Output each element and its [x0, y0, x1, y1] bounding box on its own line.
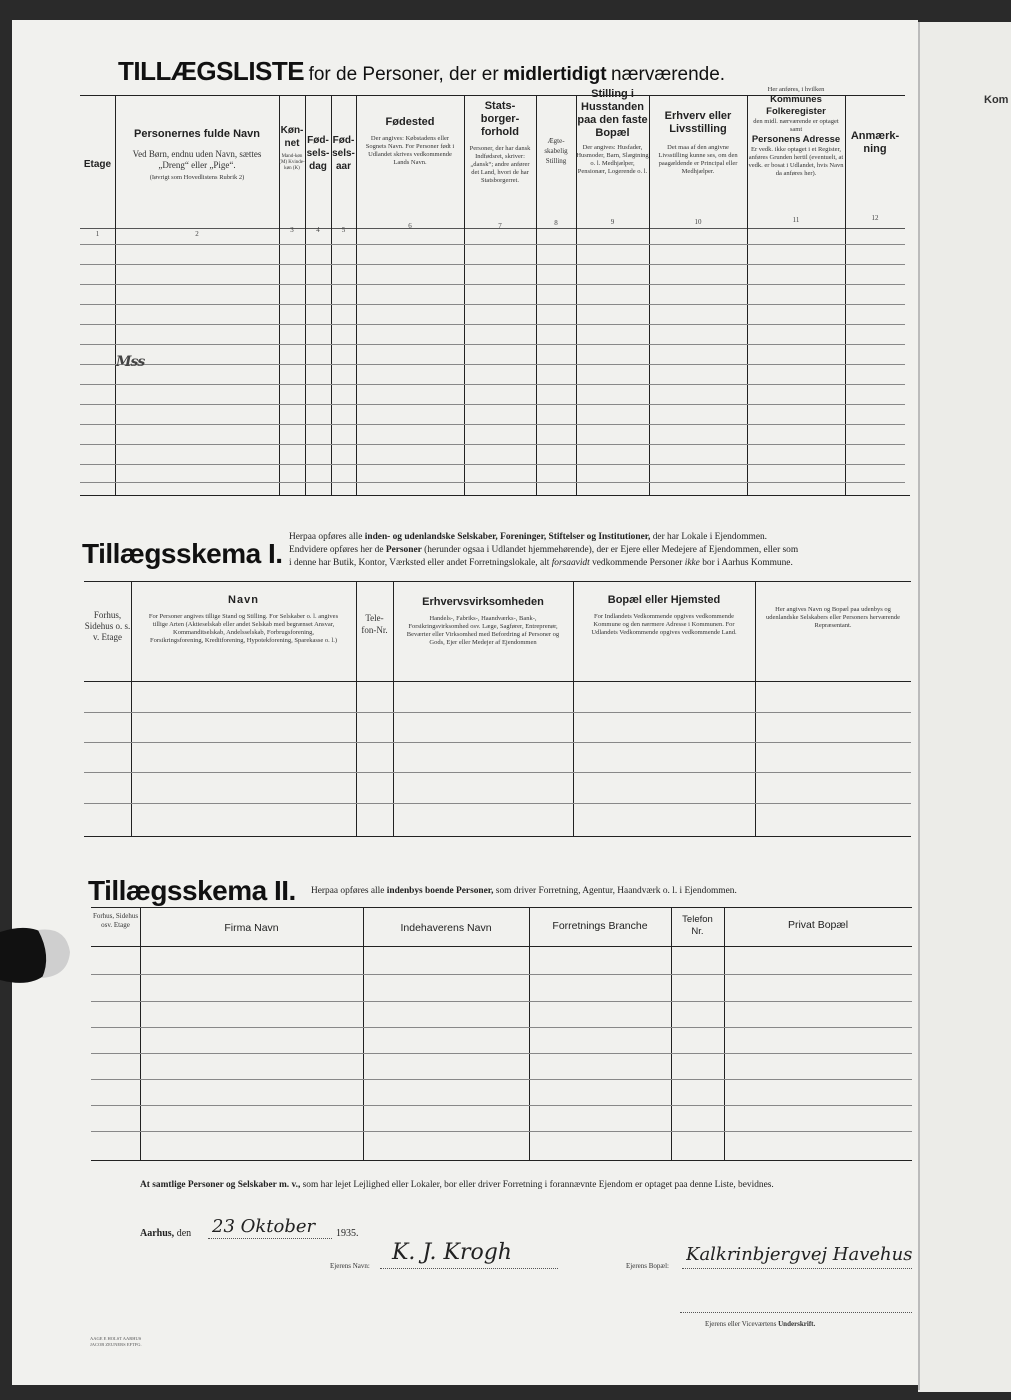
- row-line: [80, 244, 905, 245]
- binder-clip: [0, 922, 72, 988]
- title-rest2: nærværende.: [611, 64, 726, 85]
- skema1-col-bopael: [573, 594, 755, 637]
- skema2-title: Tillægsskema II.: [88, 875, 296, 906]
- col-num: 3: [290, 226, 294, 234]
- row-line: [91, 1131, 912, 1132]
- skema1-col-navn-desc: For Personer angives tillige Stand og Stilling. For Selskaber o. l. angives tillige Arten (Aktieselskab eller andet Selskab med begrænset Ansvar, Kommanditselskab, Andelsselskab, Forbrugsforening, Forsikringsforening, Kreditforening, Hypotekforening, Sparekasse o. l.): [148, 613, 339, 644]
- skema1-col-bopael-desc: For Indlandets Vedkommende opgives vedkommende Kommune og den nærmere Adresse i Kommunen. For Udlandets Vedkommende opgives vedkommende Land.: [591, 613, 737, 636]
- skema1-header-divider: [84, 681, 911, 682]
- skema2-bottom-border: [91, 1160, 912, 1161]
- row-line: [91, 974, 912, 975]
- col-anmaerkning-header: Anmærk-ning: [850, 130, 900, 155]
- col-navn-desc: Ved Børn, endnu uden Navn, sættes „Dreng“ eller „Pige“.: [132, 149, 262, 170]
- row-line: [91, 1105, 912, 1106]
- col-erhverv-desc: Det maa af den angivne Livsstilling kunne ses, om den paagældende er Principal eller Medhjælper.: [658, 144, 738, 175]
- col-husstand-header: [576, 88, 649, 176]
- row-line: [84, 712, 911, 713]
- col-statsborger-desc: Personer, der har dansk Indfødsret, skriver: „dansk“; andre anfører det Land, hvori de har Statsborgerret.: [469, 145, 531, 184]
- col-num: 11: [792, 216, 800, 224]
- skema1-col-navn: [131, 594, 356, 645]
- owner-address-underline: [682, 1268, 912, 1269]
- col-folkeregister-title2: Personens Adresse: [751, 134, 841, 145]
- row-line: [84, 742, 911, 743]
- page-fold: [918, 22, 920, 1390]
- col-fodested-title: Fødested: [385, 116, 435, 128]
- skema1-col-repr: Her angives Navn og Bopæl paa udenbys og udenlandske Selskabers eller Personers herværende Repræsentant.: [766, 606, 900, 629]
- col-num: 7: [498, 222, 502, 230]
- skema2-col-etage: Forhus, Sidehus osv. Etage: [92, 912, 139, 929]
- col-folkeregister-pre: Her anføres, i hvilken: [767, 86, 825, 93]
- skema1-intro-text: Herpaa opføres alle: [289, 532, 363, 542]
- row-line: [80, 384, 905, 385]
- row-line: [80, 264, 905, 265]
- owner-address-handwritten: Kalkrinbjergvej Havehus: [686, 1244, 912, 1265]
- row-line: [84, 772, 911, 773]
- row-line: [80, 464, 905, 465]
- skema1-col-etage: Forhus, Sidehus o. s. v. Etage: [84, 610, 131, 642]
- col-kon-header: [279, 124, 305, 172]
- skema2-col-bopael: Privat Bopæl: [787, 919, 849, 931]
- skema1-intro-text: der har Lokale i Ejendommen.: [652, 532, 768, 542]
- skema1-title: Tillægsskema I.: [82, 538, 283, 569]
- skema1-intro-bold: inden- og udenlandske Selskaber, Foreninger, Stiftelser og Institutioner,: [364, 532, 651, 542]
- title-rest: for de Personer, der er: [308, 64, 499, 85]
- col-line: [724, 907, 725, 1160]
- col-num: 9: [610, 218, 615, 226]
- skema1-bottom-border: [84, 836, 911, 837]
- col-folkeregister-title: Kommunes Folkeregister: [766, 94, 826, 117]
- skema2-intro-bold: indenbys boende Personer,: [386, 886, 494, 896]
- date-line: [140, 1228, 191, 1239]
- skema1-top-border: [84, 581, 911, 582]
- row-line: [80, 344, 905, 345]
- owner-name-handwritten: K. J. Krogh: [392, 1240, 512, 1265]
- col-folkeregister-desc: Er vedk. ikke optaget i et Register, anføres Grunden hertil (eventuelt, at vedk. er bosat i Udlandet, hvis Navn da anføres her).: [748, 146, 844, 177]
- skema1-intro-text: bor i Aarhus Kommune.: [702, 558, 793, 568]
- skema2-intro: [311, 886, 737, 896]
- col-num: 4: [316, 226, 320, 234]
- col-husstand-desc: Der angives: Husfader, Husmoder, Barn, Slægtning o. l. Medhjælper, Pensionær, Logerende o. l.: [576, 144, 649, 175]
- skema2-intro-text: som driver Forretning, Agentur, Haandværk o. l. i Ejendommen.: [495, 886, 737, 896]
- signature-line: [680, 1312, 912, 1313]
- col-erhverv-header: [649, 110, 747, 176]
- row-line: [91, 1027, 912, 1028]
- skema1-col-erhverv: [393, 596, 573, 647]
- col-num: 2: [195, 230, 199, 238]
- skema2-intro-text: Herpaa opføres alle: [311, 886, 385, 896]
- col-navn-header: [115, 128, 279, 182]
- skema1-intro-text: (herunder ogsaa i Udlandet hjemmehørende), der er Ejere eller Medejere af Ejendommen, eller som: [424, 545, 799, 555]
- attestation-statement: [140, 1180, 774, 1190]
- skema2-col-branche: Forretnings Branche: [552, 920, 648, 932]
- skema1-col-erhverv-desc: Handels-, Fabriks-, Haandværks-, Bank-, Forsikringsvirksomhed osv. Læge, Sagfører, Entreprenør, Beværter eller Virksomhed med Befordring af Personer og Gods, Ejer eller Medejer af Ejendommen: [406, 615, 560, 646]
- row-line: [80, 444, 905, 445]
- col-navn-title: Personernes fulde Navn: [134, 128, 260, 140]
- skema1-intro-text: i denne har Butik, Kontor, Værksted eller andet Forretningslokale, alt: [289, 558, 550, 568]
- skema2-header-divider: [91, 946, 912, 947]
- page-title: [118, 56, 725, 87]
- skema1-intro-text: Endvidere opføres her de: [289, 545, 384, 555]
- col-line: [671, 907, 672, 1160]
- date-underline: [208, 1238, 332, 1239]
- skema1-col-bopael-title: Bopæl eller Hjemsted: [607, 594, 721, 606]
- col-num: 5: [341, 226, 346, 234]
- col-line: [529, 907, 530, 1160]
- printer-line: AAGE E HOLST AARHUS: [90, 1336, 142, 1341]
- col-num: 1: [95, 230, 100, 238]
- col-aegteskab-header: Ægte-skabelig Stilling: [544, 137, 568, 165]
- row-line: [84, 803, 911, 804]
- row-line: [80, 324, 905, 325]
- owner-name-underline: [380, 1268, 558, 1269]
- main-table-bottom-border: [80, 495, 910, 496]
- col-fodested-desc: Der angives: Købstadens eller Sognets Navn. For Personer født i Udlandet skrives vedkommende Lands Navn.: [365, 135, 455, 166]
- skema1-intro-bold: Personer: [385, 545, 422, 555]
- date-handwritten: 23 Oktober: [212, 1216, 316, 1237]
- skema1-intro: [289, 531, 911, 570]
- col-folkeregister-mid: den midl. nærværende er optaget samt: [753, 118, 839, 133]
- col-num: 12: [871, 214, 879, 222]
- col-num: 6: [408, 222, 412, 230]
- skema1-intro-italic: forsaavidt: [551, 558, 590, 568]
- city-label: Aarhus,: [140, 1228, 175, 1239]
- skema2-col-telefon: Telefon Nr.: [682, 914, 713, 937]
- row-line: [80, 482, 905, 483]
- den-label: den: [176, 1228, 192, 1239]
- signature-label-bold: Underskrift.: [778, 1320, 816, 1328]
- adjacent-page-fragment: Kom: [984, 94, 1009, 106]
- col-kon-title: Køn-net: [280, 125, 304, 149]
- col-fodested-header: [356, 116, 464, 167]
- col-erhverv-title: Erhverv eller Livsstilling: [664, 110, 732, 135]
- printer-line: JACOB ZEUNERS EFTFG.: [90, 1342, 142, 1347]
- skema1-intro-italic: ikke: [684, 558, 700, 568]
- skema1-col-navn-title: Navn: [228, 594, 259, 606]
- title-main: TILLÆGSLISTE: [118, 56, 305, 86]
- col-num: 10: [694, 218, 702, 226]
- col-statsborger-title: Stats-borger-forhold: [480, 100, 520, 138]
- col-fodselsdag-header: Fød-sels-dag: [306, 135, 330, 172]
- col-folkeregister-header: [747, 86, 845, 178]
- col-num: 8: [554, 219, 558, 227]
- ink-smudge: Mss: [116, 354, 145, 370]
- row-line: [80, 404, 905, 405]
- col-husstand-title: Stilling i Husstanden paa den faste Bopæl: [577, 88, 648, 139]
- row-line: [80, 364, 905, 365]
- col-etage-header: Etage: [83, 159, 112, 170]
- skema1-intro-text: vedkommende Personer: [592, 558, 683, 568]
- owner-name-label: Ejerens Navn:: [330, 1262, 370, 1270]
- row-line: [80, 284, 905, 285]
- col-kon-desc: Mand-køn (M) Kvinde-køn (K): [279, 154, 305, 171]
- row-line: [91, 1001, 912, 1002]
- col-line: [363, 907, 364, 1160]
- year-label: 1935.: [336, 1228, 359, 1239]
- attestation-bold: At samtlige Personer og Selskaber m. v.,: [140, 1180, 301, 1190]
- col-fodselsaar-header: Fød-sels-aar: [332, 135, 355, 172]
- skema1-col-erhverv-title: Erhvervsvirksomheden: [422, 596, 544, 608]
- col-line: [140, 907, 141, 1160]
- title-bold2: midlertidigt: [503, 64, 607, 85]
- row-line: [80, 304, 905, 305]
- skema2-col-indehaver: Indehaverens Navn: [400, 922, 492, 934]
- printer-imprint: [90, 1336, 142, 1348]
- col-navn-desc2: (Iøvrigt som Hovedlistens Rubrik 2): [149, 174, 245, 181]
- row-line: [91, 1079, 912, 1080]
- skema2-top-border: [91, 907, 912, 908]
- row-line: [91, 1053, 912, 1054]
- skema1-col-telefon: Tele-fon-Nr.: [361, 613, 388, 635]
- signature-label-text: Ejerens eller Viceværtens: [705, 1320, 777, 1328]
- signature-label: [705, 1320, 815, 1328]
- row-line: [80, 424, 905, 425]
- skema2-col-firma: Firma Navn: [224, 922, 279, 934]
- owner-address-label: Ejerens Bopæl:: [626, 1262, 669, 1270]
- attestation-text: som har lejet Lejlighed eller Lokaler, bor eller driver Forretning i forannævnte Ejendom er optaget paa denne Liste, bevidnes.: [302, 1180, 774, 1190]
- adjacent-page: [918, 22, 1011, 1392]
- col-statsborger-header: [464, 100, 536, 185]
